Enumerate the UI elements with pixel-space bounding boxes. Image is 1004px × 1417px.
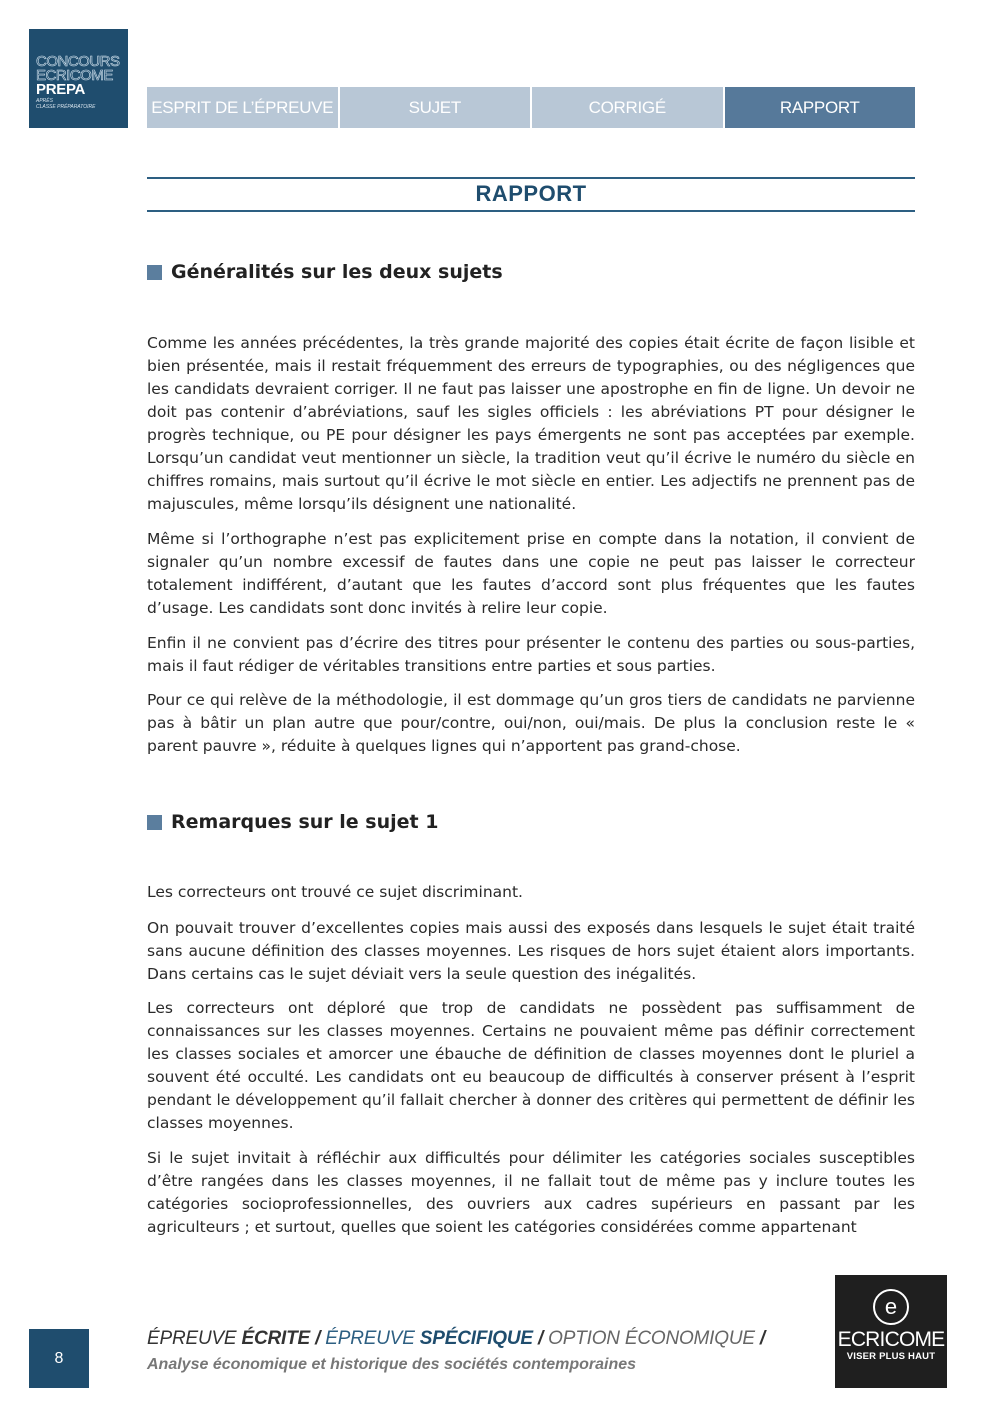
paragraph: Si le sujet invitait à réfléchir aux difficultés pour délimiter les catégories sociales susceptibles d’être rangées dans les classes moyennes, il ne fallait tout de même pas y inclure toutes les catégories socioprofessionnelles, des ouvriers aux cadres supérieurs en passant par les agriculteurs ; et surtout, quelles que soient les catégories considérées comme appartenant [147,1149,915,1236]
logo-apres: APRÈS [36,98,53,104]
section-heading-text: Remarques sur le sujet 1 [171,811,439,833]
footer-slash: / [537,1328,544,1349]
footer-slash: / [315,1328,321,1349]
paragraph: Pour ce qui relève de la méthodologie, il est dommage qu’un gros tiers de candidats ne parvienne pas à bâtir un plan autre que pour/contre, oui/non, oui/mais. De plus la conclusion reste le « parent pauvre », réduite à quelques lignes qui n’apportent pas grand-chose. [147,691,915,755]
ecricome-e-icon: e [873,1289,909,1325]
footer-ecrite: ÉCRITE [241,1328,310,1349]
paragraph: Enfin il ne convient pas d’écrire des titres pour présenter le contenu des parties ou sous-parties, mais il faut rédiger de véritables transitions entre parties et sous parties. [147,634,915,675]
logo-line-ecricome: ECRICOME [36,67,113,84]
tab-sujet[interactable]: SUJET [340,87,531,128]
section-tabs [147,87,915,128]
footer-epreuve: ÉPREUVE [147,1328,237,1349]
footer-slash: / [759,1328,766,1349]
tab-corrige[interactable]: CORRIGÉ [532,87,723,128]
logo-line-prepa: PREPA [36,81,86,98]
page-number: 8 [29,1329,89,1388]
footer-exam-title [147,1328,765,1350]
section-heading-sujet1 [147,811,438,833]
footer-option: OPTION ÉCONOMIQUE [548,1328,755,1349]
paragraph: Les correcteurs ont trouvé ce sujet discriminant. [147,883,523,901]
section-heading-generalites [147,261,503,283]
tab-esprit[interactable]: ESPRIT DE L’ÉPREUVE [147,87,338,128]
paragraph: Même si l’orthographe n’est pas explicitement prise en compte dans la notation, il convient de signaler qu’un nombre excessif de fautes dans une copie ne peut pas laisser le correcteur totalement indifférent, d’autant que les fautes d’accord sont plus fréquentes que les fautes d’usage. Les candidats sont donc invités à relire leur copie. [147,530,915,617]
paragraph: Les correcteurs ont déploré que trop de candidats ne possèdent pas suffisamment de connaissances sur les classes moyennes. Certains ne pouvaient même pas définir correctement les classes sociales et amorcer une ébauche de définition de classes moyennes dont le pluriel a souvent été occulté. Les candidats ont eu beaucoup de difficultés à conserver présent à l’esprit pendant le développement qu’il fallait chercher à donner des critères qui permettent de définir les classes moyennes. [147,999,915,1132]
title-rule-bottom [147,210,915,212]
tab-rapport[interactable]: RAPPORT [725,87,916,128]
title-rule-top [147,177,915,179]
section-heading-text: Généralités sur les deux sujets [171,261,503,283]
footer-epreuve-2: ÉPREUVE [325,1328,415,1349]
heading-square-icon [147,815,162,830]
page-title: RAPPORT [475,181,587,206]
footer-specifique: SPÉCIFIQUE [419,1328,533,1349]
logo-classe: CLASSE PRÉPARATOIRE [36,104,96,110]
brand-name: ECRICOME [837,1328,945,1351]
heading-square-icon [147,265,162,280]
brand-tagline: VISER PLUS HAUT [846,1351,936,1362]
paragraph: Comme les années précédentes, la très grande majorité des copies était écrite de façon lisible et bien présentée, mais il restait fréquemment des erreurs de typographies, ou des négligences que les candidats devraient corriger. Il ne faut pas laisser une apostrophe en fin de ligne. Un devoir ne doit pas contenir d’abréviations, sauf les sigles officiels : les abréviations PT pour désigner le progrès technique, ou PE pour désigner les pays émergents ne sont pas acceptées par exemple. Lorsqu’un candidat veut mentionner un siècle, la tradition veut qu’il écrive le numéro du siècle en chiffres romains, mais surtout qu’il écrive le mot siècle en entier. Les adjectifs ne prennent pas de majuscules, même lorsqu’ils désignent une nationalité. [147,334,915,513]
ecricome-brand-logo [835,1275,947,1388]
concours-logo [29,29,128,128]
paragraph: On pouvait trouver d’excellentes copies mais aussi des exposés dans lesquels le sujet était traité sans aucune définition des classes moyennes. Les risques de hors sujet étaient alors importants. Dans certains cas le sujet déviait vers la seule question des inégalités. [147,919,915,983]
logo-line-apres [36,98,128,110]
footer-subtitle: Analyse économique et historique des sociétés contemporaines [147,1356,637,1373]
logo-line-concours: CONCOURS [36,53,120,70]
